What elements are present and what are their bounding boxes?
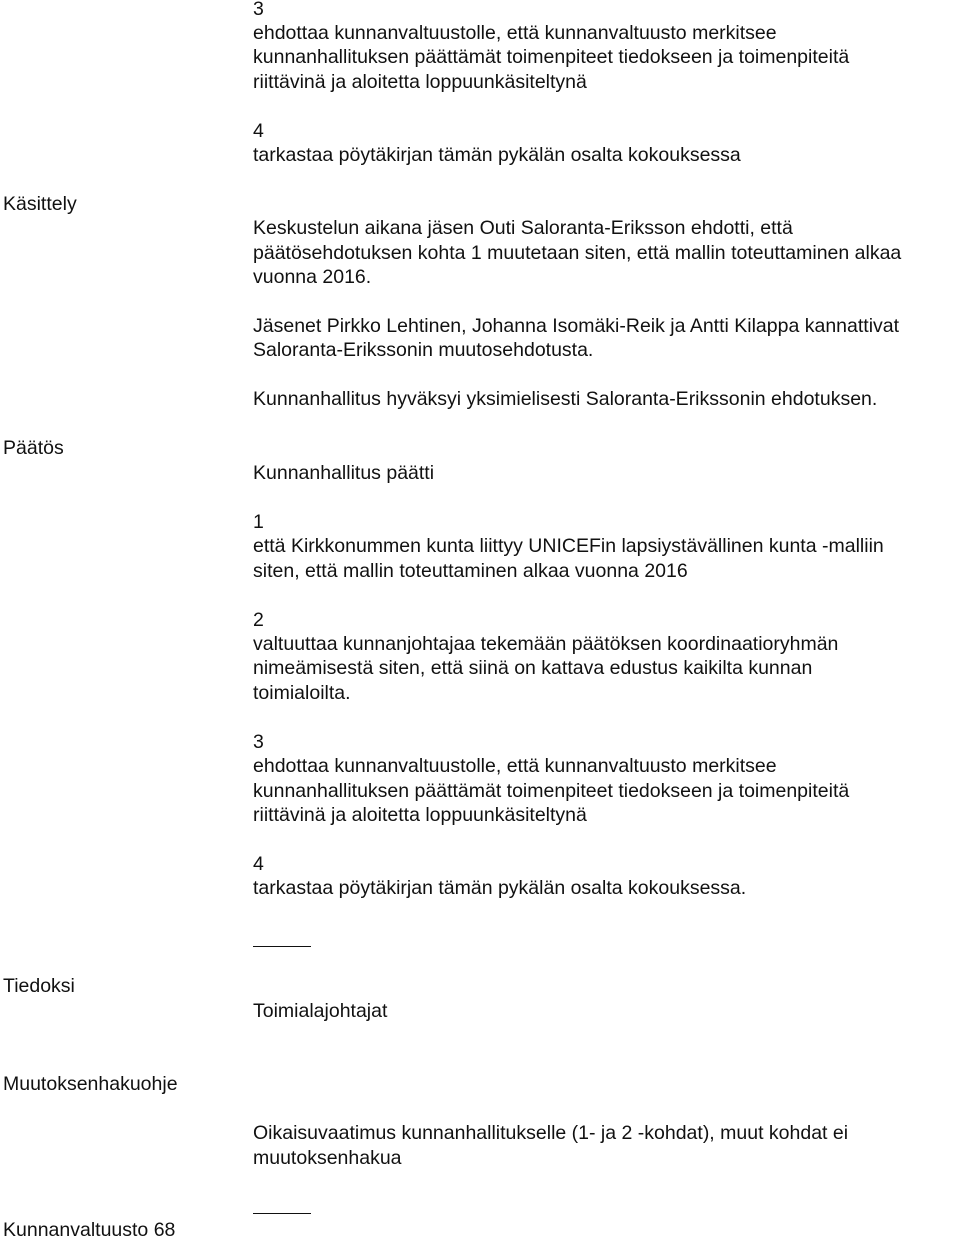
item-line: riittävinä ja aloitetta loppuunkäsiteltynä: [253, 804, 587, 826]
item-number: 3: [253, 731, 264, 753]
item-number: 4: [253, 853, 264, 875]
item-line: kunnanhallituksen päättämät toimenpiteet tiedokseen ja toimenpiteitä: [253, 780, 850, 802]
kasittely-paragraph-line: vuonna 2016.: [253, 266, 372, 288]
item-line: toimialoilta.: [253, 682, 351, 704]
item-line: ehdottaa kunnanvaltuustolle, että kunnanvaltuusto merkitsee: [253, 22, 777, 44]
separator-rule: [253, 946, 311, 947]
kasittely-paragraph-line: Jäsenet Pirkko Lehtinen, Johanna Isomäki-Reik ja Antti Kilappa kannattivat: [253, 315, 900, 337]
item-line: tarkastaa pöytäkirjan tämän pykälän osalta kokouksessa.: [253, 877, 747, 899]
item-number: 1: [253, 511, 264, 533]
separator-rule: [253, 1213, 311, 1214]
item-line: riittävinä ja aloitetta loppuunkäsiteltynä: [253, 71, 587, 93]
paatos-intro: Kunnanhallitus päätti: [253, 462, 435, 484]
section-heading-muutoksenhakuohje: Muutoksenhakuohje: [3, 1073, 178, 1095]
item-line: valtuuttaa kunnanjohtajaa tekemään päätöksen koordinaatioryhmän: [253, 633, 839, 655]
item-number: 2: [253, 609, 264, 631]
kasittely-paragraph-line: Saloranta-Erikssonin muutosehdotusta.: [253, 339, 594, 361]
kasittely-paragraph-line: Keskustelun aikana jäsen Outi Saloranta-Eriksson ehdotti, että: [253, 217, 793, 239]
section-heading-tiedoksi: Tiedoksi: [3, 975, 75, 997]
section-heading-kunnanvaltuusto: Kunnanvaltuusto 68: [3, 1219, 176, 1241]
muutoksenhakuohje-line: muutoksenhakua: [253, 1147, 402, 1169]
muutoksenhakuohje-line: Oikaisuvaatimus kunnanhallitukselle (1- ja 2 -kohdat), muut kohdat ei: [253, 1122, 849, 1144]
item-line: kunnanhallituksen päättämät toimenpiteet tiedokseen ja toimenpiteitä: [253, 46, 850, 68]
tiedoksi-recipient: Toimialajohtajat: [253, 1000, 388, 1022]
item-line: ehdottaa kunnanvaltuustolle, että kunnanvaltuusto merkitsee: [253, 755, 777, 777]
item-number: 3: [253, 0, 264, 20]
item-line: nimeämisestä siten, että siinä on kattava edustus kaikilta kunnan: [253, 657, 813, 679]
kasittely-paragraph-line: päätösehdotuksen kohta 1 muutetaan siten, että mallin toteuttaminen alkaa: [253, 242, 902, 264]
item-line: tarkastaa pöytäkirjan tämän pykälän osalta kokouksessa: [253, 144, 741, 166]
item-line: siten, että mallin toteuttaminen alkaa vuonna 2016: [253, 560, 688, 582]
section-heading-paatos: Päätös: [3, 437, 64, 459]
section-heading-kasittely: Käsittely: [3, 193, 77, 215]
item-line: että Kirkkonummen kunta liittyy UNICEFin lapsiystävällinen kunta -malliin: [253, 535, 884, 557]
kasittely-paragraph-line: Kunnanhallitus hyväksyi yksimielisesti Saloranta-Erikssonin ehdotuksen.: [253, 388, 878, 410]
item-number: 4: [253, 120, 264, 142]
